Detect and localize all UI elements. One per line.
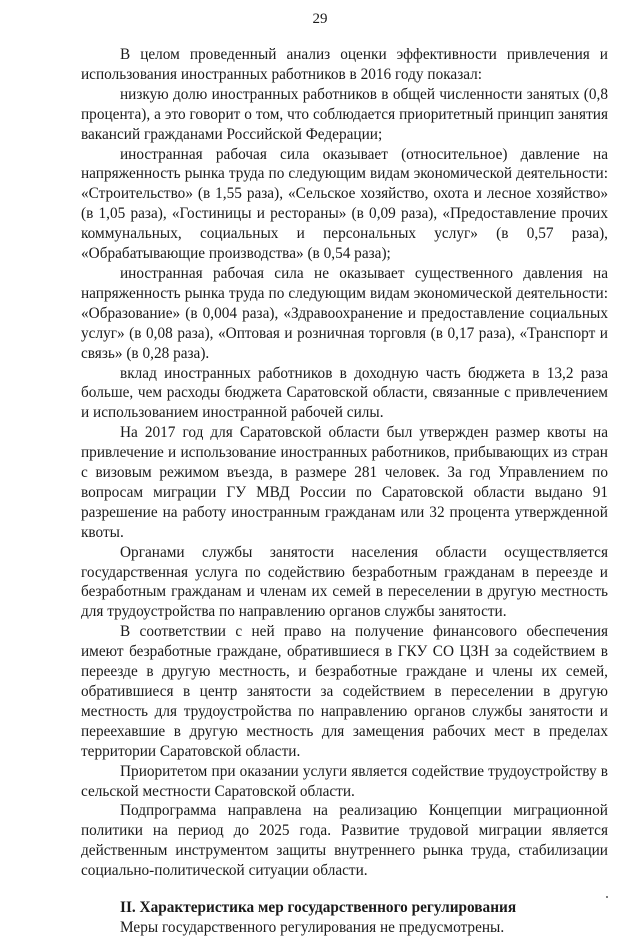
paragraph-budget-contribution: вклад иностранных работников в доходную часть бюджета в 13,2 раза больше, чем расходы бюджета Саратовской области, связанные с привлечением и использованием иностранной рабочей силы. (81, 364, 608, 422)
section-text: Меры государственного регулирования не предусмотрены. (120, 918, 505, 936)
paragraph-low-share: низкую долю иностранных работников в общей численности занятых (0,8 процента), а это говорит о том, что соблюдается приоритетный принцип занятия вакансий гражданами Российской Федерации; (81, 85, 608, 143)
scan-artifact-dot (606, 896, 608, 898)
paragraph-financial-support: В соответствии с ней право на получение финансового обеспечения имеют безработные граждане, обратившиеся в ГКУ СО ЦЗН за содействием в переезде в другую местность, и безработные граждане и члены их семей, обратившиеся в центр занятости за содействием в переселении в другую местность для трудоустройства по направлению органов службы занятости и переехавшие в другую местность для замещения рабочих мест в пределах территории Саратовской области. (81, 623, 608, 760)
paragraph-quota-2017: На 2017 год для Саратовской области был утвержден размер квоты на привлечение и использование иностранных работников, прибывающих из стран с визовым режимом въезда, в размере 281 человек. За год Управлением по вопросам миграции ГУ МВД России по Саратовской области выдано 91 разрешение на работу иностранным гражданам или 32 процента утвержденной квоты. (81, 424, 608, 541)
paragraph-analysis-intro: В целом проведенный анализ оценки эффективности привлечения и использования иностранных работников в 2016 году показал: (81, 46, 608, 83)
paragraph-relative-pressure: иностранная рабочая сила оказывает (относительное) давление на напряженность рынка труда по следующим видам экономической деятельности: «Строительство» (в 1,55 раза), «Сельское хозяйство, охота и лесное хозяйство» (в 1,05 раза), «Гостиницы и рестораны» (в 0,09 раза), «Предоставление прочих коммунальных, социальных и персональных услуг» (в 0,57 раза), «Обрабатывающие производства» (в 0,54 раза); (81, 145, 608, 263)
paragraph-priority: Приоритетом при оказании услуги является содействие трудоустройству в сельской местности Саратовской области. (81, 762, 608, 800)
paragraph-employment-service: Органами службы занятости населения области осуществляется государственная услуга по содействию безработным гражданам в переезде и безработным гражданам и членам их семей в переселении в другую местность для трудоустройства по направлению органов службы занятости. (81, 543, 608, 621)
page-number: 29 (312, 11, 328, 27)
paragraph-subprogram: Подпрограмма направлена на реализацию Концепции миграционной политики на период до 2025 года. Развитие трудовой миграции является действенным инструментом защиты внутреннего рынка труда, стабилизации социально-политической ситуации области. (81, 802, 608, 880)
document-body (81, 45, 608, 938)
paragraph-no-pressure: иностранная рабочая сила не оказывает существенного давления на напряженность рынка труда по следующим видам экономической деятельности: «Образование» (в 0,004 раза), «Здравоохранение и предоставление социальных услуг» (в 0,08 раза), «Оптовая и розничная торговля (в 0,17 раза), «Транспорт и связь» (в 0,28 раза). (81, 264, 608, 362)
section-heading: II. Характеристика мер государственного регулирования (120, 899, 517, 917)
